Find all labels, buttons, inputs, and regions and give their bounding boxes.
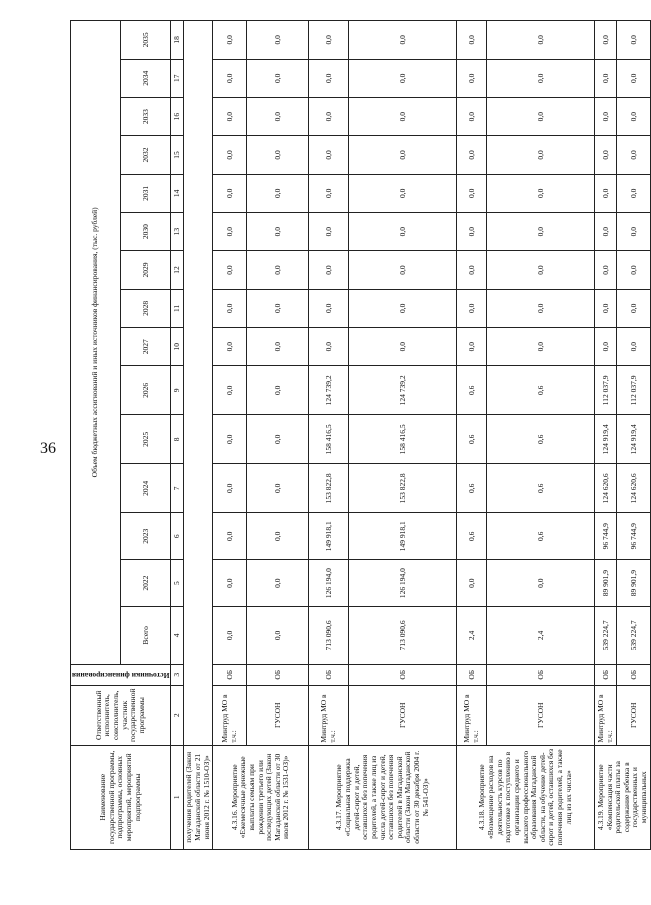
- year-value-cell: 0,0: [309, 328, 349, 366]
- year-value-cell: 149 918,1: [349, 513, 457, 560]
- table-row: [247, 21, 309, 850]
- year-value-cell: 89 901,9: [617, 560, 651, 607]
- column-number: 7: [171, 464, 184, 513]
- year-value-cell: 0,0: [213, 21, 247, 60]
- year-value-cell: 0,0: [309, 289, 349, 327]
- rotated-table-wrapper: [70, 20, 649, 850]
- year-value-cell: 149 918,1: [309, 513, 349, 560]
- table-row: [617, 21, 651, 850]
- year-value-cell: 0,0: [595, 174, 617, 212]
- year-value-cell: 0,0: [617, 328, 651, 366]
- responsible-cell: Минтруд МО в т.ч.:: [213, 685, 247, 745]
- year-value-cell: 0,0: [595, 251, 617, 289]
- activity-name: 4.3.17. Мероприятие «Социальная поддержка детей-сирот и детей, оставшихся без попечения родителей, а также лиц из числа детей-сирот и детей, оставшихся без попечения родителей в Магаданской области (Закон Магаданской области от 30 декабря 2004 г. № 541-ОЗ)»: [309, 745, 457, 849]
- year-value-cell: 158 416,5: [309, 415, 349, 464]
- year-value-cell: 0,0: [247, 174, 309, 212]
- header-year-2027: 2027: [121, 328, 171, 366]
- header-year-2030: 2030: [121, 212, 171, 250]
- column-number: 5: [171, 560, 184, 607]
- year-value-cell: 0,0: [213, 366, 247, 415]
- year-value-cell: 0,0: [617, 289, 651, 327]
- responsible-cell: ГУСОН: [487, 685, 595, 745]
- year-value-cell: 0,0: [349, 289, 457, 327]
- year-value-cell: 0,0: [457, 21, 487, 60]
- page-number: 36: [40, 440, 56, 457]
- year-value-cell: 0,6: [487, 464, 595, 513]
- year-value-cell: 0,0: [213, 513, 247, 560]
- column-number: 18: [171, 21, 184, 60]
- funding-table: [70, 20, 651, 850]
- column-number: 6: [171, 513, 184, 560]
- header-year-2034: 2034: [121, 59, 171, 97]
- year-value-cell: 0,0: [247, 21, 309, 60]
- year-value-cell: 0,0: [349, 59, 457, 97]
- year-value-cell: 0,0: [617, 97, 651, 135]
- activity-name: 4.3.19. Мероприятие «Компенсация части родительской платы за содержание ребенка в государственных и муниципальных: [595, 745, 651, 849]
- source-cell: ОБ: [349, 664, 457, 685]
- year-value-cell: 0,0: [309, 97, 349, 135]
- year-value-cell: 0,0: [213, 251, 247, 289]
- year-value-cell: 0,0: [595, 59, 617, 97]
- year-value-cell: 0,0: [487, 212, 595, 250]
- year-value-cell: 0,0: [213, 328, 247, 366]
- year-value-cell: 0,6: [487, 513, 595, 560]
- year-value-cell: 0,0: [247, 366, 309, 415]
- year-value-cell: 0,0: [213, 212, 247, 250]
- year-value-cell: 0,0: [487, 136, 595, 174]
- year-value-cell: 0,6: [457, 464, 487, 513]
- year-value-cell: 126 194,0: [309, 560, 349, 607]
- column-number: 16: [171, 97, 184, 135]
- total-value-cell: 539 224,7: [595, 607, 617, 665]
- year-value-cell: 0,0: [617, 251, 651, 289]
- total-value-cell: 713 090,6: [309, 607, 349, 665]
- year-value-cell: 0,0: [213, 464, 247, 513]
- total-value-cell: 2,4: [487, 607, 595, 665]
- year-value-cell: 0,0: [457, 328, 487, 366]
- header-year-2032: 2032: [121, 136, 171, 174]
- total-value-cell: 0,0: [247, 607, 309, 665]
- responsible-cell: ГУСОН: [349, 685, 457, 745]
- year-value-cell: 0,0: [309, 174, 349, 212]
- column-number: 4: [171, 607, 184, 665]
- year-value-cell: 153 822,8: [349, 464, 457, 513]
- year-value-cell: 0,0: [457, 136, 487, 174]
- year-value-cell: 0,0: [247, 464, 309, 513]
- year-value-cell: 0,6: [457, 513, 487, 560]
- continuation-empty: [184, 21, 213, 746]
- source-cell: ОБ: [309, 664, 349, 685]
- header-year-2023: 2023: [121, 513, 171, 560]
- header-year-2026: 2026: [121, 366, 171, 415]
- year-value-cell: 0,0: [457, 212, 487, 250]
- column-number: 9: [171, 366, 184, 415]
- year-value-cell: 0,0: [247, 513, 309, 560]
- year-value-cell: 153 822,8: [309, 464, 349, 513]
- year-value-cell: 0,0: [617, 21, 651, 60]
- year-value-cell: 0,0: [309, 212, 349, 250]
- year-value-cell: 0,0: [349, 136, 457, 174]
- year-value-cell: 112 037,9: [617, 366, 651, 415]
- year-value-cell: 0,0: [309, 59, 349, 97]
- year-value-cell: 0,0: [349, 212, 457, 250]
- column-number: 8: [171, 415, 184, 464]
- year-value-cell: 0,0: [247, 328, 309, 366]
- year-value-cell: 0,0: [213, 289, 247, 327]
- table-row: [595, 21, 617, 850]
- year-value-cell: 0,0: [309, 21, 349, 60]
- year-value-cell: 0,6: [457, 366, 487, 415]
- year-value-cell: 96 744,9: [595, 513, 617, 560]
- year-value-cell: 0,0: [617, 59, 651, 97]
- year-value-cell: 0,0: [247, 415, 309, 464]
- table-row: [487, 21, 595, 850]
- year-value-cell: 89 901,9: [595, 560, 617, 607]
- year-value-cell: 96 744,9: [617, 513, 651, 560]
- total-value-cell: 713 090,6: [349, 607, 457, 665]
- year-value-cell: 0,6: [457, 415, 487, 464]
- column-number: 15: [171, 136, 184, 174]
- column-number: 10: [171, 328, 184, 366]
- source-cell: ОБ: [487, 664, 595, 685]
- year-value-cell: 124 919,4: [617, 415, 651, 464]
- header-year-2022: 2022: [121, 560, 171, 607]
- year-value-cell: 0,0: [487, 560, 595, 607]
- year-value-cell: 0,0: [487, 21, 595, 60]
- year-value-cell: 0,0: [487, 328, 595, 366]
- year-value-cell: 0,0: [617, 212, 651, 250]
- year-value-cell: 124 919,4: [595, 415, 617, 464]
- column-number: 3: [171, 664, 184, 685]
- activity-name: 4.3.18. Мероприятие «Возмещение расходов на деятельность курсов по подготовке к поступлению в организации среднего и высшего профессионального образования Магаданской области, на обучение детей-сирот и детей, оставшихся без попечения родителей, а также лиц из их числа»: [457, 745, 595, 849]
- year-value-cell: 124 620,6: [617, 464, 651, 513]
- activity-name: 4.3.16. Мероприятие «Ежемесячные денежные выплаты семьям при рождении третьего или последующих детей (Закон Магаданской области от 30 июля 2012 г. № 1531-ОЗ)»: [213, 745, 309, 849]
- responsible-cell: ГУСОН: [247, 685, 309, 745]
- header-total: Всего: [121, 607, 171, 665]
- year-value-cell: 0,0: [309, 136, 349, 174]
- year-value-cell: 0,0: [595, 136, 617, 174]
- year-value-cell: 124 620,6: [595, 464, 617, 513]
- column-number: 11: [171, 289, 184, 327]
- source-cell: ОБ: [213, 664, 247, 685]
- year-value-cell: 0,0: [247, 251, 309, 289]
- year-value-cell: 0,0: [617, 136, 651, 174]
- header-name: Наименование государственной программы, подпрограммы, основных мероприятий, мероприятий подпрограммы: [71, 745, 171, 849]
- year-value-cell: 0,0: [595, 97, 617, 135]
- year-value-cell: 0,0: [595, 21, 617, 60]
- year-value-cell: 0,0: [457, 97, 487, 135]
- responsible-cell: ГУСОН: [617, 685, 651, 745]
- year-value-cell: 0,0: [213, 174, 247, 212]
- column-number: 14: [171, 174, 184, 212]
- year-value-cell: 0,0: [247, 212, 309, 250]
- year-value-cell: 0,0: [247, 59, 309, 97]
- table-row: [213, 21, 247, 850]
- header-year-2029: 2029: [121, 251, 171, 289]
- table-row: [457, 21, 487, 850]
- year-value-cell: 0,0: [457, 251, 487, 289]
- year-value-cell: 0,0: [349, 21, 457, 60]
- year-value-cell: 0,0: [213, 560, 247, 607]
- header-year-2031: 2031: [121, 174, 171, 212]
- source-cell: ОБ: [247, 664, 309, 685]
- year-value-cell: 0,0: [595, 212, 617, 250]
- year-value-cell: 0,0: [247, 289, 309, 327]
- year-value-cell: 0,0: [487, 59, 595, 97]
- year-value-cell: 0,0: [247, 97, 309, 135]
- year-value-cell: 0,6: [487, 366, 595, 415]
- header-year-2035: 2035: [121, 21, 171, 60]
- year-value-cell: 0,0: [487, 97, 595, 135]
- year-value-cell: 0,0: [595, 289, 617, 327]
- header-year-2028: 2028: [121, 289, 171, 327]
- year-value-cell: 0,0: [349, 97, 457, 135]
- column-number: 12: [171, 251, 184, 289]
- header-source-text: Источники финансирования: [72, 671, 170, 681]
- responsible-cell: Минтруд МО в т.ч.:: [457, 685, 487, 745]
- year-value-cell: 0,0: [213, 136, 247, 174]
- year-value-cell: 0,0: [349, 174, 457, 212]
- year-value-cell: 0,0: [309, 251, 349, 289]
- header-source: [71, 664, 171, 685]
- continuation-row: [184, 21, 213, 850]
- year-value-cell: 124 739,2: [309, 366, 349, 415]
- year-value-cell: 0,0: [247, 136, 309, 174]
- header-responsible: Ответственный исполнитель, соисполнитель, участник государственной программы: [71, 685, 171, 745]
- year-value-cell: 0,0: [247, 560, 309, 607]
- year-value-cell: 0,0: [617, 174, 651, 212]
- total-value-cell: 0,0: [213, 607, 247, 665]
- year-value-cell: 126 194,0: [349, 560, 457, 607]
- year-value-cell: 0,0: [457, 289, 487, 327]
- responsible-cell: Минтруд МО в т.ч.:: [595, 685, 617, 745]
- source-cell: ОБ: [617, 664, 651, 685]
- year-value-cell: 158 416,5: [349, 415, 457, 464]
- year-value-cell: 0,0: [349, 251, 457, 289]
- column-number: 17: [171, 59, 184, 97]
- column-number: 2: [171, 685, 184, 745]
- column-numbers-row: [171, 21, 184, 850]
- column-number: 13: [171, 212, 184, 250]
- header-funding-title: Объем бюджетных ассигнований и иных источников финансирования, (тыс. рублей): [71, 21, 121, 665]
- year-value-cell: 0,0: [213, 97, 247, 135]
- column-number: 1: [171, 745, 184, 849]
- year-value-cell: 0,0: [487, 251, 595, 289]
- table-row: [309, 21, 349, 850]
- year-value-cell: 0,0: [457, 59, 487, 97]
- total-value-cell: 2,4: [457, 607, 487, 665]
- header-year-2024: 2024: [121, 464, 171, 513]
- year-value-cell: 0,0: [213, 415, 247, 464]
- responsible-cell: Минтруд МО в т.ч.:: [309, 685, 349, 745]
- year-value-cell: 0,0: [457, 560, 487, 607]
- table-row: [349, 21, 457, 850]
- header-year-2033: 2033: [121, 97, 171, 135]
- year-value-cell: 0,6: [487, 415, 595, 464]
- source-cell: ОБ: [595, 664, 617, 685]
- year-value-cell: 0,0: [487, 174, 595, 212]
- continuation-text: получения родителей (Закон Магаданской области от 21 июня 2012 г. № 1510-ОЗ)»: [184, 745, 213, 849]
- year-value-cell: 0,0: [595, 328, 617, 366]
- year-value-cell: 0,0: [349, 328, 457, 366]
- year-value-cell: 0,0: [213, 59, 247, 97]
- year-value-cell: 0,0: [457, 174, 487, 212]
- year-value-cell: 124 739,2: [349, 366, 457, 415]
- year-value-cell: 0,0: [487, 289, 595, 327]
- source-cell: ОБ: [457, 664, 487, 685]
- year-value-cell: 112 037,9: [595, 366, 617, 415]
- header-year-2025: 2025: [121, 415, 171, 464]
- total-value-cell: 539 224,7: [617, 607, 651, 665]
